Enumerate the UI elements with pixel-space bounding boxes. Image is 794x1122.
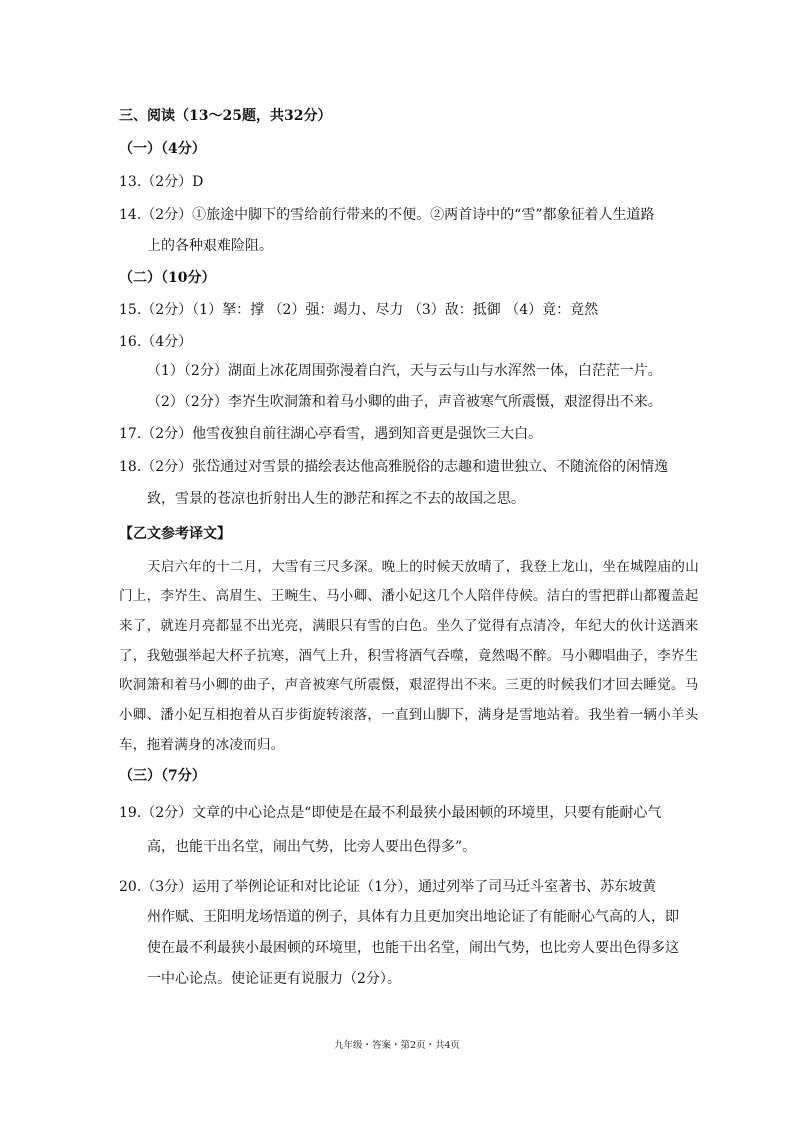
page-footer: 九年级・答案・第2页・共4页: [333, 1040, 461, 1051]
translation-heading: 【乙文参考译文】: [119, 526, 231, 542]
part1-heading: （一）（4分）: [119, 141, 206, 157]
answer-18-line2: 致，雪景的苍凉也折射出人生的渺茫和挥之不去的故国之思。: [147, 491, 525, 507]
answer-14-line1: 14.（2分）①旅途中脚下的雪给前行带来的不便。②两首诗中的“雪”都象征着人生道路: [119, 207, 655, 223]
section-title: 三、阅读（13～25题，共32分）: [119, 108, 332, 124]
answer-14-line2: 上的各种艰难险阻。: [147, 238, 273, 254]
answer-20-line: 20.（3分）运用了举例论证和对比论证（1分），通过列举了司马迁斗室著书、苏东坡黄: [119, 879, 657, 895]
answer-20-line: 一中心论点。使论证更有说服力（2分）。: [147, 971, 401, 987]
answer-19-line1: 19.（2分）文章的中心论点是“即使是在最不利最狭小最困顿的环境里，只要有能耐心气: [119, 805, 662, 821]
part3-heading: （三）（7分）: [119, 768, 206, 784]
translation-line: 吹洞箫和着马小卿的曲子，声音被寒气所震慑，艰涩得出不来。三更的时候我们才回去睡觉。马: [119, 677, 699, 693]
part2-heading: （二）（10分）: [119, 270, 216, 286]
translation-line: 小卿、潘小妃互相抱着从百步街旋转滚落，一直到山脚下，满身是雪地站着。我坐着一辆小羊头: [119, 707, 699, 723]
answer-16-1: （1）（2分）湖面上冰花周围弥漫着白汽，天与云与山与水浑然一体，白茫茫一片。: [147, 363, 662, 379]
answer-20-line: 州作赋、王阳明龙场悟道的例子，具体有力且更加突出地论证了有能耐心气高的人，即: [147, 909, 679, 925]
answer-13: 13.（2分）D: [119, 174, 204, 190]
translation-line: 天启六年的十二月，大雪有三尺多深。晚上的时候天放晴了，我登上龙山，坐在城隍庙的山: [147, 559, 699, 575]
answer-16: 16.（4分）: [119, 334, 193, 350]
answer-16-2: （2）（2分）李岕生吹洞箫和着马小卿的曲子，声音被寒气所震慑，艰涩得出不来。: [147, 394, 662, 410]
answer-19-line2: 高，也能干出名堂，闹出气势，比旁人要出色得多”。: [147, 839, 477, 855]
translation-line: 车，拖着满身的冰凌而归。: [119, 737, 285, 753]
translation-line: 了，我勉强举起大杯子抗寒，酒气上升，积雪将酒气吞噬，竟然喝不醉。马小卿唱曲子，李岕生: [119, 648, 699, 664]
answer-17: 17.（2分）他雪夜独自前往湖心亭看雪，遇到知音更是强饮三大白。: [119, 426, 543, 442]
answer-15: 15.（2分）（1）拏：撑 （2）强：竭力、尽力 （3）敌：抵御 （4）竟：竟然: [119, 302, 599, 318]
answer-18-line1: 18.（2分）张岱通过对雪景的描绘表达他高雅脱俗的志趣和遗世独立、不随流俗的闲情逸: [119, 459, 669, 475]
answer-20-line: 使在最不利最狭小最困顿的环境里，也能干出名堂，闹出气势，也比旁人要出色得多这: [147, 940, 679, 956]
translation-line: 来了，就连月亮都显不出光亮，满眼只有雪的白色。坐久了觉得有点清冷，年纪大的伙计送酒来: [119, 618, 699, 634]
translation-line: 门上，李岕生、高眉生、王畹生、马小卿、潘小妃这几个人陪伴侍候。洁白的雪把群山都覆盖起: [119, 588, 699, 604]
